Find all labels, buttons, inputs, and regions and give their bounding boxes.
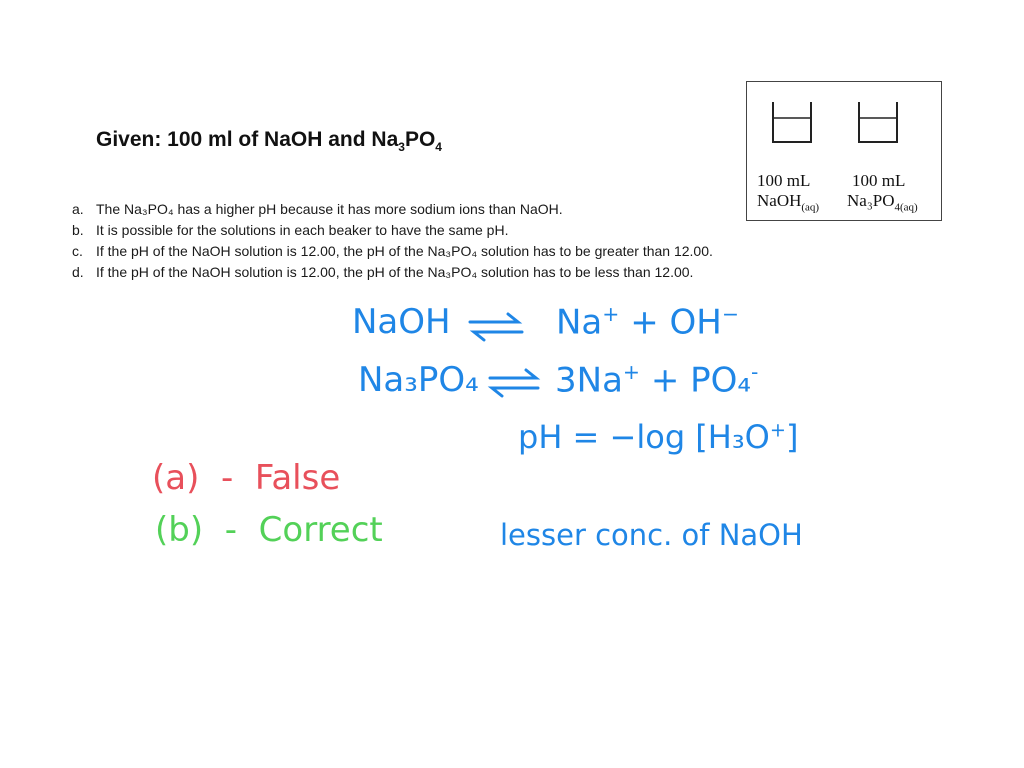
- option-a-text: The Na₃PO₄ has a higher pH because it has more sodium ions than NaOH.: [96, 201, 563, 217]
- eq2-na-charge: +: [622, 360, 640, 384]
- eq1-oh-charge: −: [721, 302, 739, 326]
- answer-b: [155, 510, 383, 550]
- beakers-drawing: [747, 82, 941, 152]
- beaker-1-volume: 100 mL: [757, 171, 811, 190]
- eq2-na: 3Na: [555, 360, 623, 401]
- eq1-oh: + OH: [630, 302, 722, 343]
- beaker-figure: [746, 81, 942, 221]
- title-prefix: Given: 100 ml of NaOH and Na: [96, 128, 399, 151]
- eq2-po4-charge: -: [751, 360, 759, 384]
- ph-formula-text: pH = −log [H₃O: [518, 418, 770, 456]
- equation-na3po4-left: Na₃PO₄: [358, 360, 479, 400]
- answer-b-label: (b): [155, 510, 204, 550]
- beaker-1-solution: [757, 191, 819, 217]
- option-b: [72, 222, 508, 238]
- equation-naoh-right: [556, 302, 739, 342]
- beaker-2-state: 4(aq): [894, 201, 918, 214]
- eq2-po4: + PO₄: [650, 360, 752, 401]
- equilibrium-arrow-1-icon: [466, 310, 526, 344]
- option-d: [72, 264, 693, 280]
- answer-b-dash: -: [224, 510, 238, 550]
- beaker-2-volume: 100 mL: [852, 171, 906, 190]
- answer-a: [152, 458, 340, 498]
- answer-a-verdict: False: [254, 458, 341, 498]
- option-c-letter: c.: [72, 243, 83, 259]
- ph-formula: [518, 418, 798, 456]
- option-a: [72, 201, 563, 217]
- note-lesser-conc: lesser conc. of NaOH: [500, 518, 803, 552]
- title-subscript-4: 4: [435, 140, 442, 155]
- beaker-1-icon: [773, 102, 811, 142]
- beaker-2-formula: Na₃PO: [847, 191, 895, 210]
- option-c: [72, 243, 713, 259]
- option-b-text: It is possible for the solutions in each beaker to have the same pH.: [96, 222, 509, 238]
- answer-a-label: (a): [152, 458, 200, 498]
- beaker-2-icon: [859, 102, 897, 142]
- eq1-na: Na: [556, 302, 603, 343]
- beaker-1-state: (aq): [801, 201, 820, 214]
- answer-b-verdict: Correct: [258, 510, 383, 550]
- answer-a-dash: -: [221, 458, 234, 498]
- ph-formula-charge: +: [769, 418, 786, 442]
- question-title: [96, 128, 442, 154]
- option-d-letter: d.: [72, 264, 84, 280]
- equilibrium-arrow-2-icon: [486, 366, 542, 400]
- title-subscript-3: 3: [398, 140, 405, 155]
- option-b-letter: b.: [72, 222, 84, 238]
- option-a-letter: a.: [72, 201, 84, 217]
- equation-na3po4-right: [555, 360, 758, 400]
- option-c-text: If the pH of the NaOH solution is 12.00, the pH of the Na₃PO₄ solution has to be greater than 12.00.: [96, 243, 713, 259]
- title-mid: PO: [404, 128, 436, 151]
- option-d-text: If the pH of the NaOH solution is 12.00, the pH of the Na₃PO₄ solution has to be less than 12.00.: [96, 264, 694, 280]
- beaker-2-solution: [847, 191, 918, 217]
- equation-naoh-left: NaOH: [352, 302, 451, 342]
- eq1-na-charge: +: [602, 302, 620, 326]
- ph-formula-close: ]: [785, 418, 799, 456]
- beaker-1-formula: NaOH: [757, 191, 802, 210]
